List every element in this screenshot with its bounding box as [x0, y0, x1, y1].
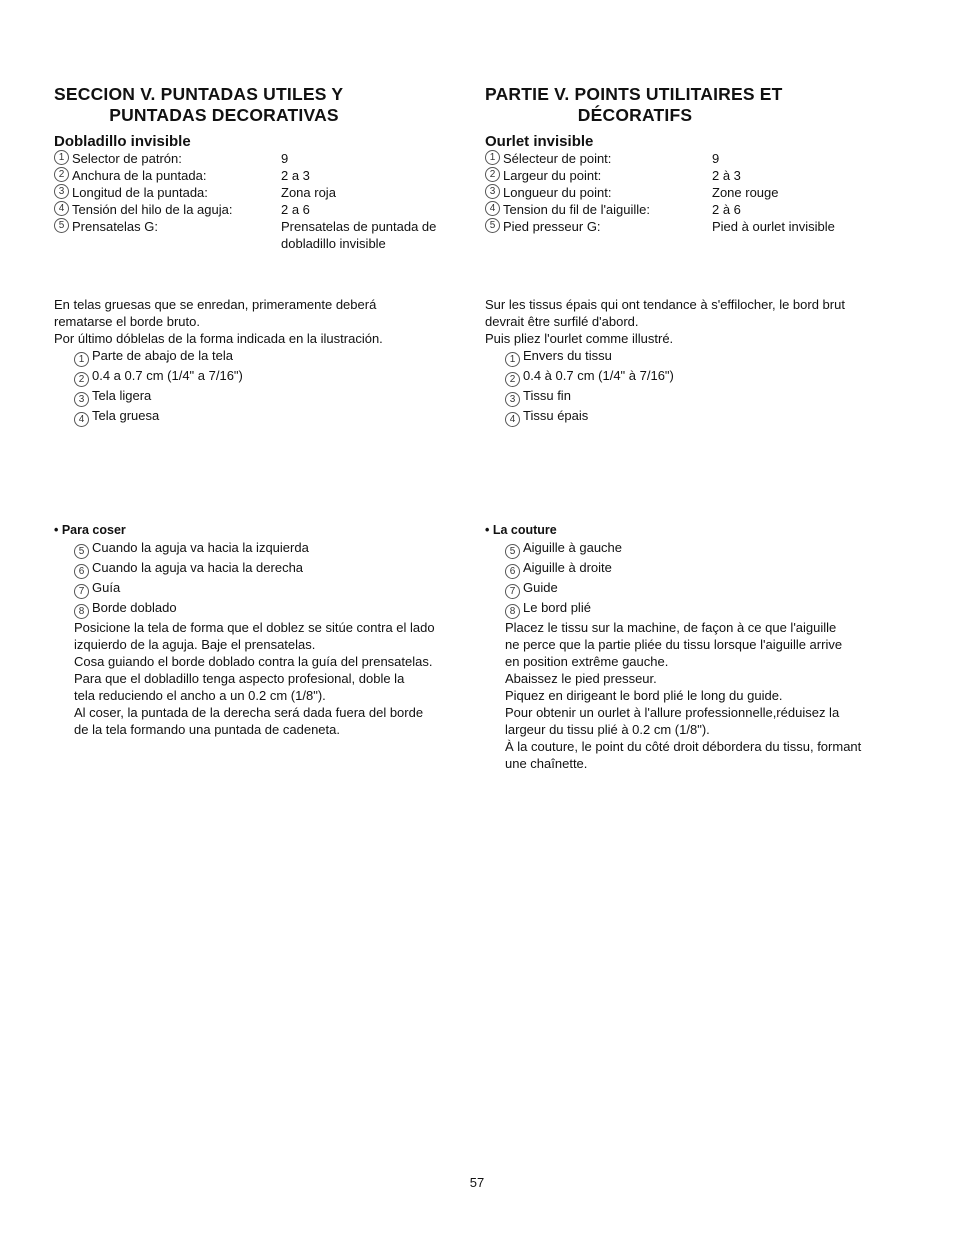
legend-item	[505, 539, 905, 559]
text-line: Posicione la tela de forma que el doblez se sitúe contra el lado	[74, 620, 435, 635]
text-line: Pour obtenir un ourlet à l'allure professionnelle,réduisez la	[505, 705, 840, 720]
setting-row	[485, 184, 905, 201]
circled-number: 3	[54, 184, 69, 199]
legend-item	[74, 559, 474, 579]
circled-number: 3	[74, 392, 89, 407]
setting-row	[54, 167, 474, 184]
spanish-sewing	[54, 522, 474, 738]
section-title	[485, 84, 905, 126]
circled-number: 4	[505, 412, 520, 427]
legend-item	[505, 387, 905, 407]
setting-row	[54, 218, 474, 252]
legend-text: Cuando la aguja va hacia la izquierda	[92, 540, 309, 555]
legend-item	[505, 407, 905, 427]
legend-text: Guide	[523, 580, 558, 595]
settings-list	[485, 150, 905, 235]
intro-legend	[54, 347, 474, 427]
setting-label: Largeur du point:	[503, 168, 602, 183]
legend-text: Tissu épais	[523, 408, 589, 423]
text-line: en position extrême gauche.	[505, 654, 669, 669]
setting-label: Anchura de la puntada:	[72, 168, 207, 183]
circled-number: 2	[485, 167, 500, 182]
legend-text: Envers du tissu	[523, 348, 612, 363]
text-line: Sur les tissus épais qui ont tendance à s'effilocher, le bord brut	[485, 297, 845, 312]
text-line: rematarse el borde bruto.	[54, 314, 200, 329]
legend-item	[74, 387, 474, 407]
legend-text: Aiguille à gauche	[523, 540, 623, 555]
circled-number: 6	[74, 564, 89, 579]
text-line: tela reduciendo el ancho a un 0.2 cm (1/8").	[74, 688, 326, 703]
circled-number: 1	[54, 150, 69, 165]
text-line: Al coser, la puntada de la derecha será dada fuera del borde	[74, 705, 424, 720]
text-line: ne perce que la partie pliée du tissu lorsque l'aiguille arrive	[505, 637, 843, 652]
setting-value: 2 à 3	[712, 168, 741, 183]
legend-item	[74, 579, 474, 599]
circled-number: 4	[74, 412, 89, 427]
legend-item	[74, 599, 474, 619]
spanish-intro	[54, 296, 474, 427]
legend-item	[505, 367, 905, 387]
setting-value: 2 a 3	[281, 168, 310, 183]
legend-text: Guía	[92, 580, 121, 595]
sewing-heading: • La couture	[485, 523, 557, 537]
text-line: Piquez en dirigeant le bord plié le long du guide.	[505, 688, 783, 703]
legend-item	[505, 599, 905, 619]
setting-value: 9	[281, 151, 289, 166]
circled-number: 2	[74, 372, 89, 387]
settings-list	[54, 150, 474, 252]
text-line: Abaissez le pied presseur.	[505, 671, 657, 686]
setting-row	[54, 150, 474, 167]
spanish-column	[54, 84, 474, 252]
setting-row	[54, 201, 474, 218]
subheading: Ourlet invisible	[485, 133, 594, 150]
setting-label: Longueur du point:	[503, 185, 612, 200]
legend-item	[505, 579, 905, 599]
text-line: À la couture, le point du côté droit débordera du tissu, formant	[505, 739, 862, 754]
text-line: En telas gruesas que se enredan, primeramente deberá	[54, 297, 377, 312]
legend-item	[74, 367, 474, 387]
legend-text: Parte de abajo de la tela	[92, 348, 233, 363]
circled-number: 1	[74, 352, 89, 367]
legend-item	[74, 347, 474, 367]
setting-value: 2 a 6	[281, 202, 310, 217]
setting-row	[485, 150, 905, 167]
sewing-body	[485, 539, 905, 772]
legend-text: Le bord plié	[523, 600, 591, 615]
sewing-heading: • Para coser	[54, 523, 126, 537]
setting-row	[485, 201, 905, 218]
circled-number: 3	[505, 392, 520, 407]
setting-label: Sélecteur de point:	[503, 151, 612, 166]
circled-number: 7	[74, 584, 89, 599]
setting-label: Prensatelas G:	[72, 219, 158, 234]
legend-text: Tela gruesa	[92, 408, 160, 423]
legend-text: Tissu fin	[523, 388, 571, 403]
subheading: Dobladillo invisible	[54, 133, 191, 150]
setting-value: Pied à ourlet invisible	[712, 219, 835, 234]
setting-label: Selector de patrón:	[72, 151, 182, 166]
circled-number: 5	[74, 544, 89, 559]
section-title-line1: SECCION V. PUNTADAS UTILES Y	[54, 84, 344, 104]
setting-label: Longitud de la puntada:	[72, 185, 208, 200]
text-line: Placez le tissu sur la machine, de façon à ce que l'aiguille	[505, 620, 837, 635]
setting-value: 9	[712, 151, 720, 166]
text-line: Para que el dobladillo tenga aspecto profesional, doble la	[74, 671, 405, 686]
page-number: 57	[469, 1175, 485, 1190]
circled-number: 8	[505, 604, 520, 619]
section-title-line2: DÉCORATIFS	[577, 105, 693, 125]
legend-text: Borde doblado	[92, 600, 177, 615]
circled-number: 2	[505, 372, 520, 387]
circled-number: 7	[505, 584, 520, 599]
text-line: Puis pliez l'ourlet comme illustré.	[485, 331, 674, 346]
legend-item	[505, 559, 905, 579]
legend-item	[505, 347, 905, 367]
circled-number: 2	[54, 167, 69, 182]
intro-paragraph	[485, 296, 905, 347]
legend-item	[74, 539, 474, 559]
french-intro	[485, 296, 905, 427]
setting-label: Tensión del hilo de la aguja:	[72, 202, 233, 217]
circled-number: 5	[505, 544, 520, 559]
text-line: de la tela formando una puntada de cadeneta.	[74, 722, 340, 737]
french-sewing	[485, 522, 905, 772]
circled-number: 1	[505, 352, 520, 367]
circled-number: 5	[54, 218, 69, 233]
legend-text: 0.4 a 0.7 cm (1/4" a 7/16")	[92, 368, 243, 383]
circled-number: 3	[485, 184, 500, 199]
intro-legend	[485, 347, 905, 427]
section-title	[54, 84, 474, 126]
sewing-body	[54, 539, 474, 738]
text-line: une chaînette.	[505, 756, 588, 771]
circled-number: 1	[485, 150, 500, 165]
legend-text: 0.4 à 0.7 cm (1/4" à 7/16")	[523, 368, 674, 383]
setting-value: Prensatelas de puntada de dobladillo invisible	[281, 219, 437, 251]
setting-label: Tension du fil de l'aiguille:	[503, 202, 651, 217]
text-line: largeur du tissu plié à 0.2 cm (1/8").	[505, 722, 710, 737]
circled-number: 8	[74, 604, 89, 619]
legend-text: Cuando la aguja va hacia la derecha	[92, 560, 304, 575]
text-line: devrait être surfilé d'abord.	[485, 314, 639, 329]
section-title-line1: PARTIE V. POINTS UTILITAIRES ET	[485, 84, 783, 104]
text-line: Por último dóblelas de la forma indicada en la ilustración.	[54, 331, 383, 346]
setting-row	[485, 218, 905, 235]
text-line: izquierdo de la aguja. Baje el prensatelas.	[74, 637, 316, 652]
circled-number: 4	[485, 201, 500, 216]
text-line: Cosa guiando el borde doblado contra la guía del prensatelas.	[74, 654, 433, 669]
circled-number: 6	[505, 564, 520, 579]
intro-paragraph	[54, 296, 474, 347]
setting-row	[54, 184, 474, 201]
setting-value: Zona roja	[281, 185, 336, 200]
french-column	[485, 84, 905, 235]
circled-number: 4	[54, 201, 69, 216]
setting-row	[485, 167, 905, 184]
section-title-line2: PUNTADAS DECORATIVAS	[109, 105, 339, 125]
setting-label: Pied presseur G:	[503, 219, 601, 234]
circled-number: 5	[485, 218, 500, 233]
legend-item	[74, 407, 474, 427]
legend-text: Aiguille à droite	[523, 560, 612, 575]
setting-value: 2 à 6	[712, 202, 741, 217]
setting-value: Zone rouge	[712, 185, 779, 200]
legend-text: Tela ligera	[92, 388, 152, 403]
